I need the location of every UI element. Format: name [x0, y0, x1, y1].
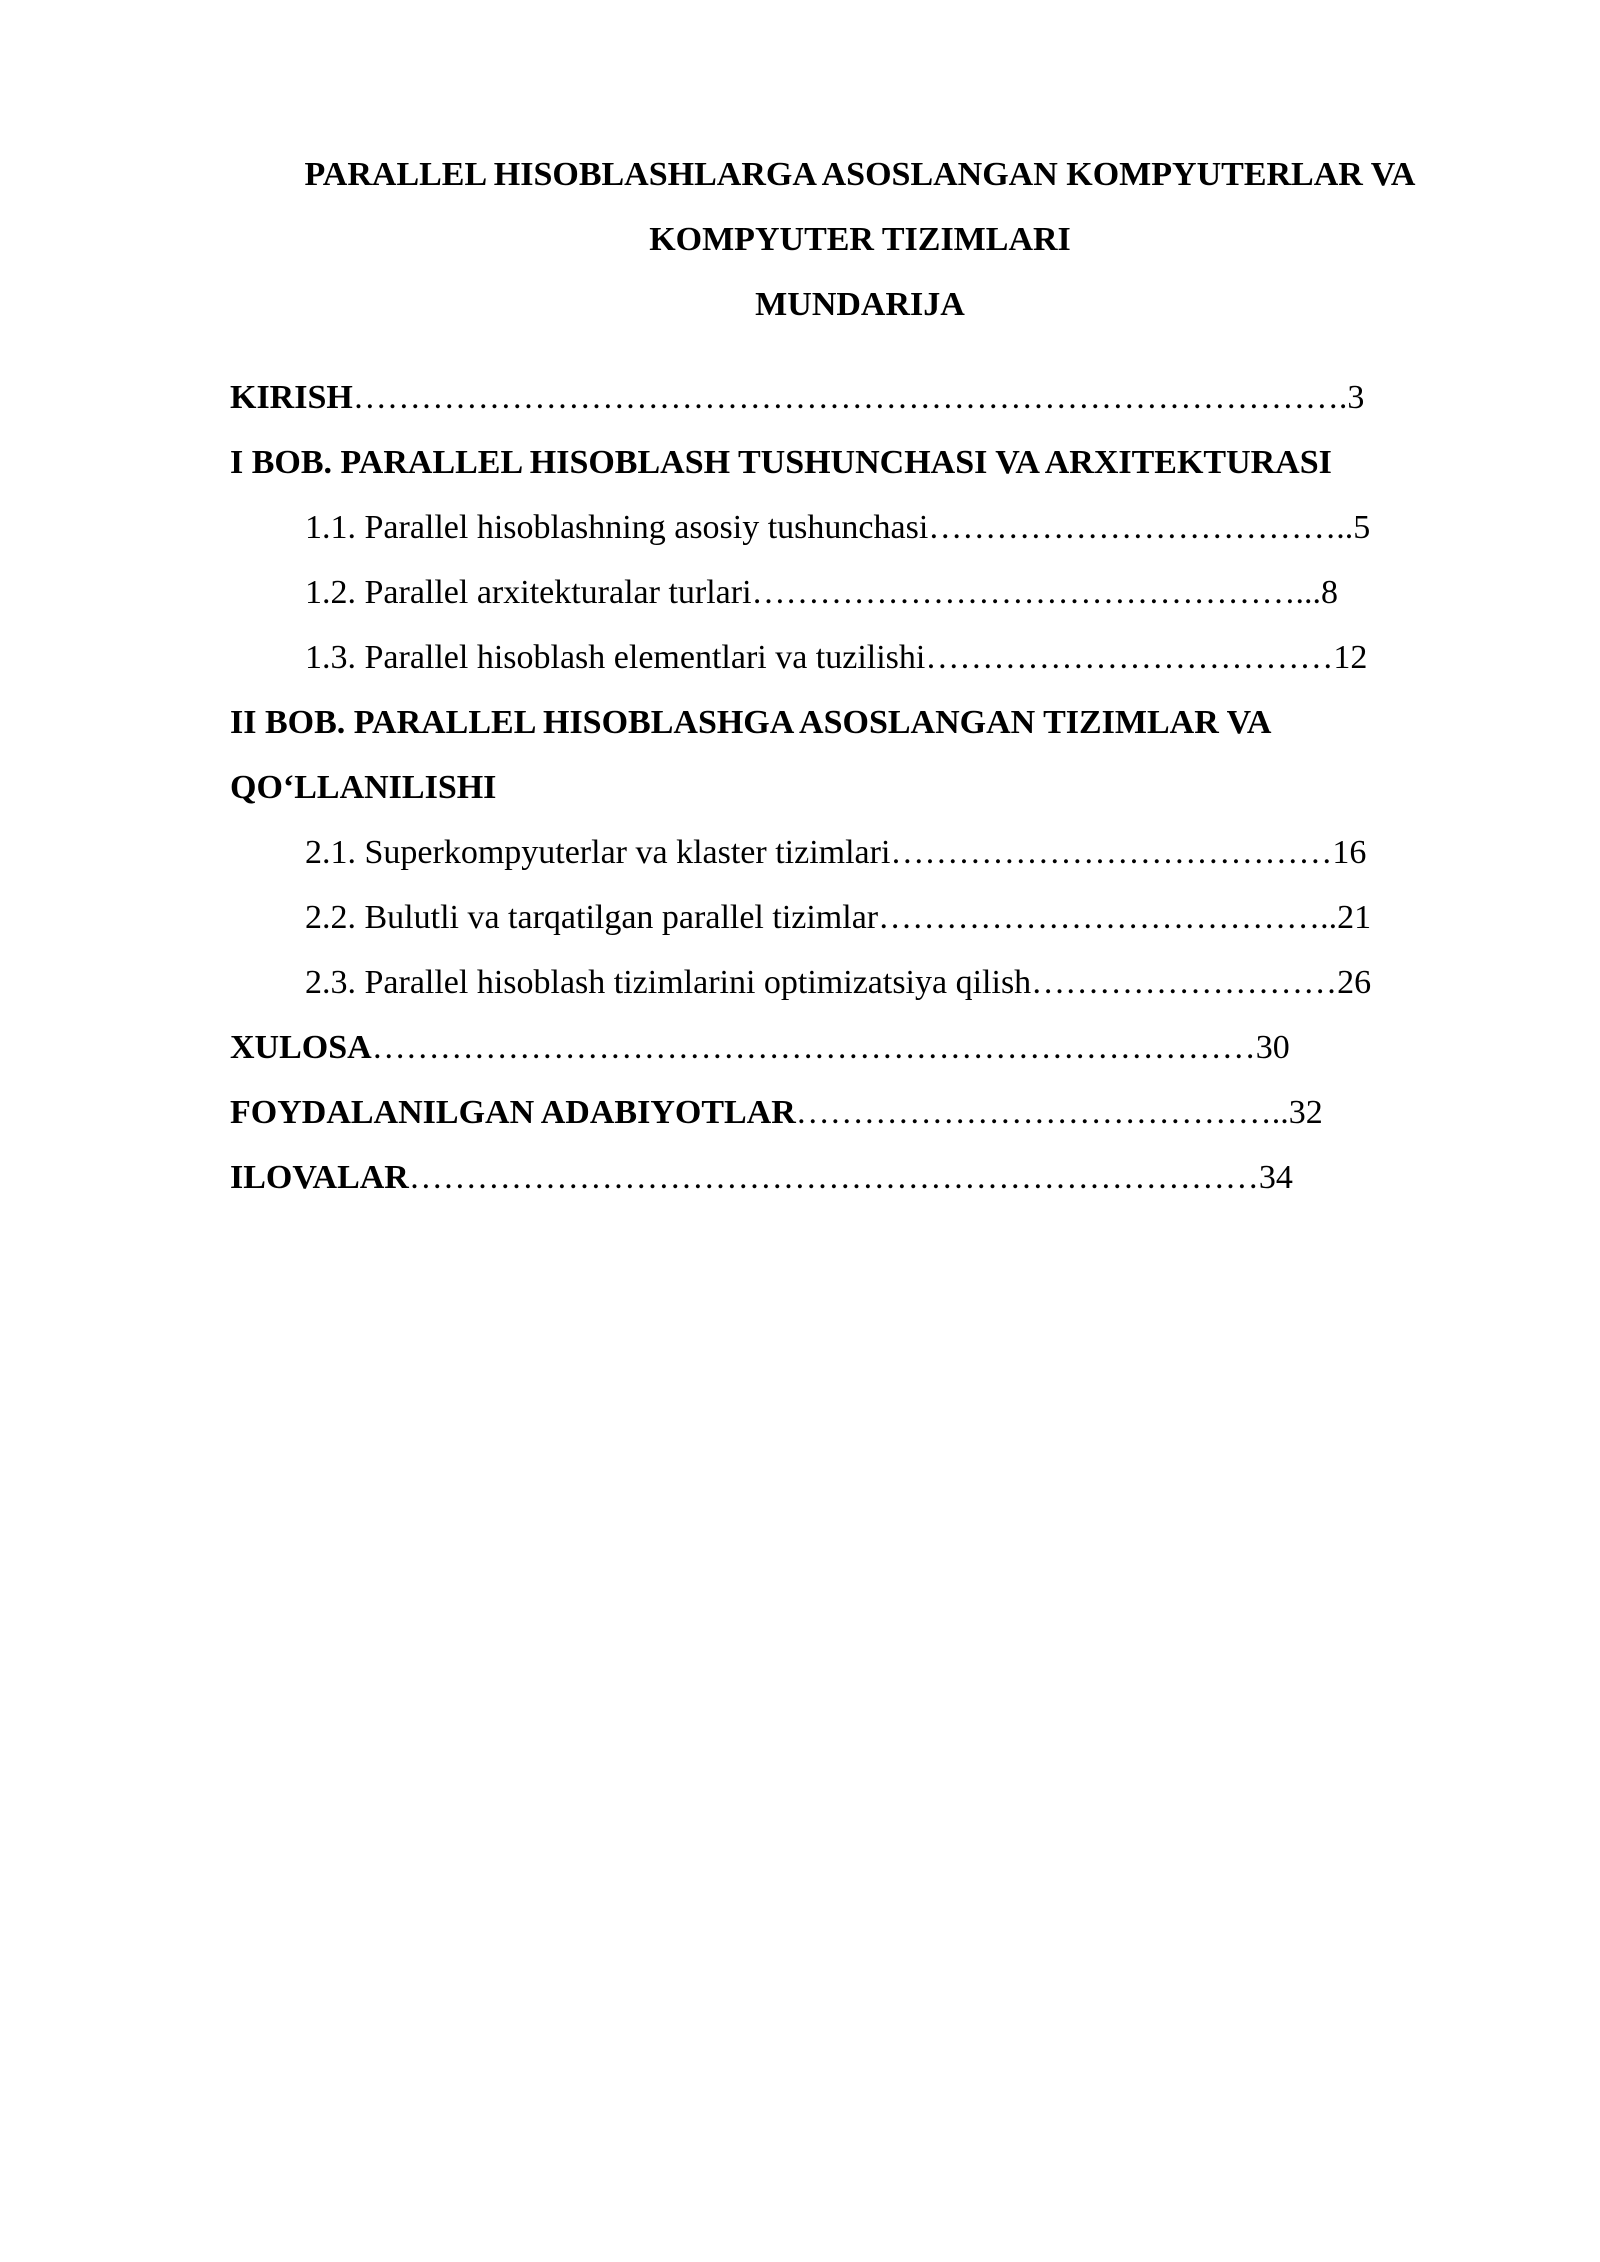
toc-leader-dots: ………………………………..: [928, 509, 1354, 546]
document-title-line-2: KOMPYUTER TIZIMLARI: [649, 221, 1071, 258]
toc-leader-dots: ……………………………………………………………………………: [352, 379, 1339, 416]
toc-page-number: .3: [1338, 379, 1365, 416]
toc-page-number: 30: [1255, 1029, 1290, 1066]
toc-section-2-2: [305, 898, 1371, 938]
toc-entry-ilovalar: [230, 1158, 1293, 1198]
toc-page-number: 26: [1337, 964, 1372, 1001]
toc-entry-label: ILOVALAR: [230, 1159, 409, 1196]
toc-leader-dots: ……………………………………..: [795, 1094, 1289, 1131]
toc-page-number: 32: [1288, 1094, 1323, 1131]
toc-section-2-3: [305, 963, 1371, 1003]
toc-chapter-2-continued: [230, 768, 496, 808]
toc-chapter-2: [230, 703, 1271, 743]
toc-entry-label: KIRISH: [230, 379, 353, 416]
toc-page-number: 12: [1333, 639, 1368, 676]
toc-entry-label: 2.2. Bulutli va tarqatilgan parallel tizimlar: [305, 899, 879, 936]
toc-leader-dots: …………………………………………...: [751, 574, 1322, 611]
toc-chapter-label: QO‘LLANILISHI: [230, 769, 497, 806]
toc-leader-dots: ………………………: [1031, 964, 1338, 1001]
toc-leader-dots: ………………………………: [925, 639, 1334, 676]
toc-entry-kirish: [230, 378, 1364, 418]
toc-entry-foydalanilgan-adabiyotlar: [230, 1093, 1323, 1133]
toc-leader-dots: ……………………………………………………………………: [371, 1029, 1256, 1066]
toc-section-1-2: [305, 573, 1338, 613]
toc-page-number: 34: [1258, 1159, 1293, 1196]
toc-entry-label: FOYDALANILGAN ADABIYOTLAR: [230, 1094, 796, 1131]
toc-leader-dots: …………………………………: [890, 834, 1333, 871]
toc-chapter-label: I BOB. PARALLEL HISOBLASH TUSHUNCHASI VA ARXITEKTURASI: [230, 444, 1332, 481]
toc-leader-dots: …………………………………..: [878, 899, 1338, 936]
toc-chapter-1: [230, 443, 1332, 483]
toc-entry-label: 1.1. Parallel hisoblashning asosiy tushunchasi: [305, 509, 929, 546]
toc-heading: MUNDARIJA: [755, 286, 965, 323]
toc-entry-label: 2.3. Parallel hisoblash tizimlarini optimizatsiya qilish: [305, 964, 1032, 1001]
toc-entry-label: 1.3. Parallel hisoblash elementlari va tuzilishi: [305, 639, 926, 676]
toc-section-2-1: [305, 833, 1366, 873]
toc-page-number: 21: [1337, 899, 1372, 936]
toc-page-number: 8: [1321, 574, 1339, 611]
toc-page-number: 5: [1353, 509, 1371, 546]
toc-page-number: 16: [1332, 834, 1367, 871]
toc-section-1-1: [305, 508, 1370, 548]
toc-entry-xulosa: [230, 1028, 1290, 1068]
toc-leader-dots: …………………………………………………………………: [408, 1159, 1259, 1196]
toc-entry-label: 1.2. Parallel arxitekturalar turlari: [305, 574, 752, 611]
toc-section-1-3: [305, 638, 1367, 678]
toc-chapter-label: II BOB. PARALLEL HISOBLASHGA ASOSLANGAN TIZIMLAR VA: [230, 704, 1272, 741]
toc-entry-label: 2.1. Superkompyuterlar va klaster tizimlari: [305, 834, 891, 871]
document-title-line-1: PARALLEL HISOBLASHLARGA ASOSLANGAN KOMPYUTERLAR VA: [304, 156, 1416, 193]
toc-entry-label: XULOSA: [230, 1029, 372, 1066]
